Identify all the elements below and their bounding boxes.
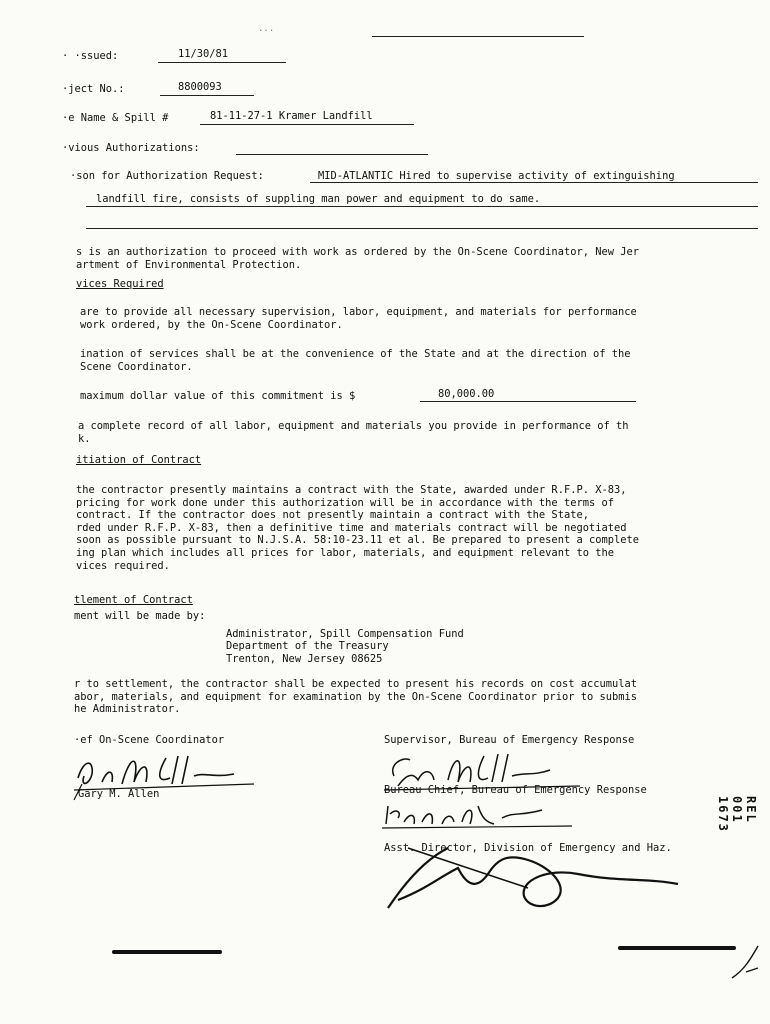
project-underline bbox=[160, 95, 254, 96]
right-signature-title-3: Asst. Director, Division of Emergency and Haz. bbox=[384, 842, 672, 854]
site-underline bbox=[200, 124, 414, 125]
reason-label: ·son for Authorization Request: bbox=[70, 170, 264, 182]
max-value-amount: 80,000.00 bbox=[438, 388, 495, 400]
bottom-rule-right bbox=[618, 946, 736, 950]
services-paragraph-2: ination of services shall be at the convenience of the State and at the direction of the Scene Coordinator. bbox=[80, 348, 631, 373]
bottom-rule-left bbox=[112, 950, 222, 954]
settlement-heading: tlement of Contract bbox=[74, 594, 193, 606]
previous-label: ·vious Authorizations: bbox=[62, 142, 200, 154]
rel-stamp: REL 001 1673 bbox=[716, 796, 758, 833]
left-signature-title: ·ef On-Scene Coordinator bbox=[74, 734, 225, 746]
issued-label: · ·ssued: bbox=[62, 50, 119, 62]
site-value: 81-11-27-1 Kramer Landfill bbox=[210, 110, 373, 122]
intro-paragraph: s is an authorization to proceed with work as ordered by the On-Scene Coordinator, New Jer artment of Environmental Protection. bbox=[76, 246, 640, 271]
site-label: ·e Name & Spill # bbox=[62, 112, 169, 124]
project-label: ·ject No.: bbox=[62, 83, 125, 95]
right-signature-2 bbox=[382, 798, 582, 832]
previous-underline bbox=[236, 154, 428, 155]
services-paragraph-1: are to provide all necessary supervision, labor, equipment, and materials for performance work ordered, by the On-Scene Coordinator. bbox=[80, 306, 637, 331]
right-signature-title-2: Bureau Chief, Bureau of Emergency Response bbox=[384, 784, 647, 796]
reason-line-2: landfill fire, consists of suppling man power and equipment to do same. bbox=[96, 193, 541, 205]
title-underline bbox=[372, 36, 584, 37]
contract-heading: itiation of Contract bbox=[76, 454, 202, 466]
reason-underline-3 bbox=[86, 228, 758, 229]
left-name-mark bbox=[72, 782, 84, 802]
reason-line-1: MID-ATLANTIC Hired to supervise activity of extinguishing bbox=[318, 170, 675, 182]
contract-paragraph: the contractor presently maintains a contract with the State, awarded under R.F.P. X-83, pricing for work done under this authorization will be in accordance with the terms of contract. If the contractor does not presently maintain a contract with the State, rded under R.F.P. X-83, then a definitive time and materials contract will be negotiated soon as possible pursuant to N.J.S.A. 58:10-23.11 et al. Be prepared to present a complete ing plan which includes all prices for labor, materials, and equipment relevant to the vices required. bbox=[76, 484, 640, 572]
right-signature-3 bbox=[378, 838, 708, 918]
settlement-intro: ment will be made by: bbox=[74, 610, 206, 622]
left-signature-name: Gary M. Allen bbox=[78, 788, 160, 800]
max-value-underline bbox=[420, 401, 636, 402]
max-value-text: maximum dollar value of this commitment is $ bbox=[80, 390, 356, 402]
issued-value: 11/30/81 bbox=[178, 48, 229, 60]
record-paragraph: a complete record of all labor, equipment and materials you provide in performance of th k. bbox=[78, 420, 629, 445]
right-signature-title-1: Supervisor, Bureau of Emergency Response bbox=[384, 734, 635, 746]
reason-underline-2 bbox=[86, 206, 758, 207]
project-value: 8800093 bbox=[178, 81, 222, 93]
faded-title: ... bbox=[258, 24, 275, 34]
left-signature bbox=[74, 748, 264, 792]
services-heading: vices Required bbox=[76, 278, 164, 290]
address-block: Administrator, Spill Compensation Fund Department of the Treasury Trenton, New Jersey 08625 bbox=[226, 628, 464, 665]
issued-underline bbox=[158, 62, 286, 63]
settlement-paragraph: r to settlement, the contractor shall be expected to present his records on cost accumulat abor, materials, and equipment for examination by the On-Scene Coordinator prior to submis he Administrator. bbox=[74, 678, 638, 716]
reason-underline-1 bbox=[310, 182, 758, 183]
